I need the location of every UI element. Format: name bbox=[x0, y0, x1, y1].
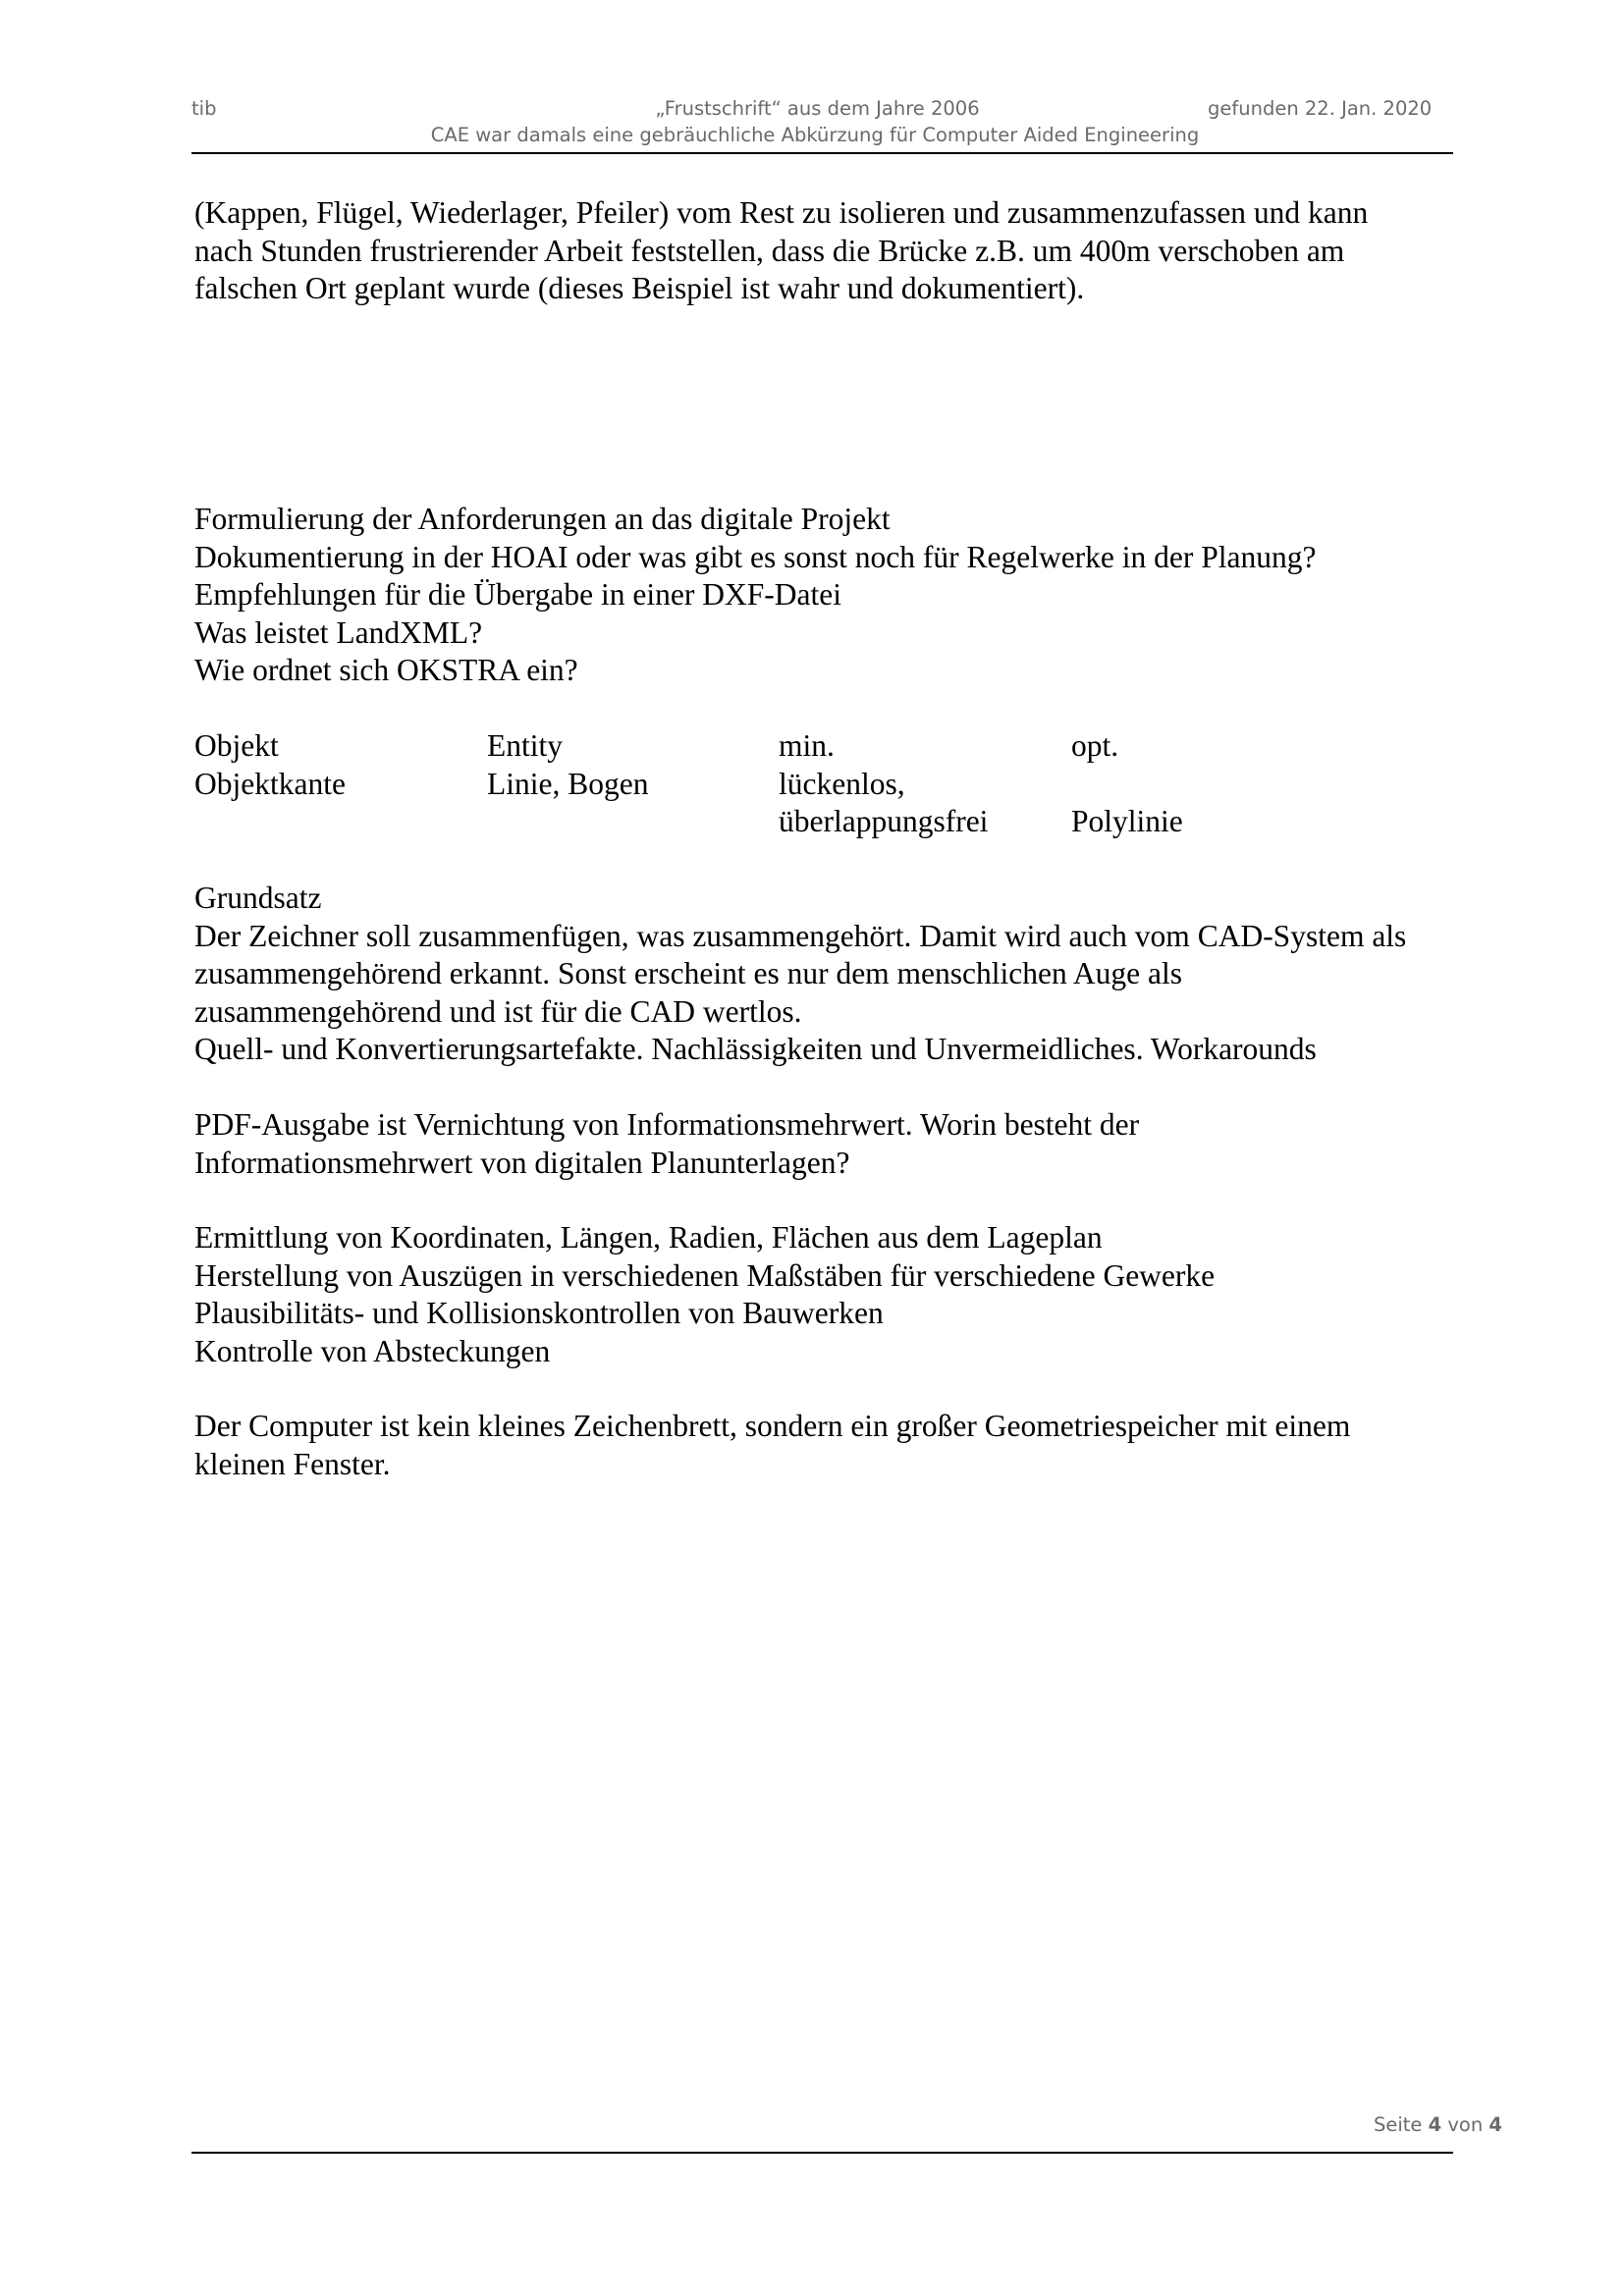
list-item: Empfehlungen für die Übergabe in einer DXF-Datei bbox=[194, 577, 841, 612]
page-separator: von bbox=[1447, 2113, 1484, 2136]
paragraph-bridge bbox=[194, 194, 1569, 308]
requirements-list bbox=[194, 501, 1569, 690]
value-list bbox=[194, 1219, 1569, 1370]
text-line: Informationsmehrwert von digitalen Planunterlagen? bbox=[194, 1145, 850, 1180]
table-header-cell: Entity bbox=[487, 728, 563, 763]
page-prefix: Seite bbox=[1373, 2113, 1423, 2136]
header-title: „Frustschrift“ aus dem Jahre 2006 bbox=[655, 97, 980, 120]
list-item: Ermittlung von Koordinaten, Längen, Radien, Flächen aus dem Lageplan bbox=[194, 1220, 1103, 1255]
text-line: kleinen Fenster. bbox=[194, 1446, 391, 1481]
section-heading: Grundsatz bbox=[194, 881, 322, 915]
page-number bbox=[1257, 2113, 1502, 2136]
table-header-cell: Objekt bbox=[194, 728, 279, 763]
list-item: Wie ordnet sich OKSTRA ein? bbox=[194, 653, 578, 687]
pdf-paragraph bbox=[194, 1106, 1569, 1182]
principle-section bbox=[194, 880, 1569, 1069]
list-item: Plausibilitäts- und Kollisionskontrollen von Bauwerken bbox=[194, 1296, 884, 1330]
list-item: Herstellung von Auszügen in verschiedenen Maßstäben für verschiedene Gewerke bbox=[194, 1257, 1216, 1293]
current-page: 4 bbox=[1428, 2113, 1442, 2136]
footer-rule bbox=[191, 2152, 1453, 2154]
text-line: zusammengehörend erkannt. Sonst erscheint es nur dem menschlichen Auge als bbox=[194, 956, 1182, 990]
text-line: Der Computer ist kein kleines Zeichenbrett, sondern ein großer Geometriespeicher mit einem bbox=[194, 1409, 1351, 1443]
table-cell: lückenlos, bbox=[779, 766, 905, 801]
table-header-cell: opt. bbox=[1071, 728, 1119, 763]
list-item: Kontrolle von Absteckungen bbox=[194, 1333, 551, 1368]
text-line: zusammengehörend und ist für die CAD wertlos. bbox=[194, 993, 802, 1029]
list-item: Dokumentierung in der HOAI oder was gibt es sonst noch für Regelwerke in der Planung? bbox=[194, 539, 1317, 574]
header-date: gefunden 22. Jan. 2020 bbox=[1208, 97, 1433, 120]
header-rule bbox=[191, 152, 1453, 154]
text-line: (Kappen, Flügel, Wiederlager, Pfeiler) vom Rest zu isolieren und zusammenzufassen und kann bbox=[194, 195, 1369, 230]
header-subtitle: CAE war damals eine gebräuchliche Abkürzung für Computer Aided Engineering bbox=[430, 124, 1200, 146]
text-line: nach Stunden frustrierender Arbeit feststellen, dass die Brücke z.B. um 400m verschoben am bbox=[194, 233, 1345, 268]
text-line: Quell- und Konvertierungsartefakte. Nachlässigkeiten und Unvermeidliches. Workarounds bbox=[194, 1032, 1317, 1066]
text-line: Der Zeichner soll zusammenfügen, was zusammengehört. Damit wird auch vom CAD-System als bbox=[194, 918, 1407, 953]
list-item: Formulierung der Anforderungen an das digitale Projekt bbox=[194, 502, 891, 536]
list-item: Was leistet LandXML? bbox=[194, 614, 483, 650]
table-header-cell: min. bbox=[779, 728, 835, 763]
text-line: falschen Ort geplant wurde (dieses Beispiel ist wahr und dokumentiert). bbox=[194, 271, 1085, 305]
table-row bbox=[194, 766, 1569, 804]
table-header-row bbox=[194, 727, 1569, 766]
table-cell: überlappungsfrei bbox=[779, 804, 989, 838]
table-cell: Objektkante bbox=[194, 766, 346, 801]
header-author: tib bbox=[191, 97, 217, 120]
table-cell: Polylinie bbox=[1071, 804, 1183, 838]
total-pages: 4 bbox=[1489, 2113, 1502, 2136]
entity-table bbox=[194, 727, 1569, 841]
table-row bbox=[194, 803, 1569, 841]
table-cell: Linie, Bogen bbox=[487, 766, 649, 801]
computer-paragraph bbox=[194, 1408, 1569, 1483]
text-line: PDF-Ausgabe ist Vernichtung von Informationsmehrwert. Worin besteht der bbox=[194, 1107, 1140, 1142]
